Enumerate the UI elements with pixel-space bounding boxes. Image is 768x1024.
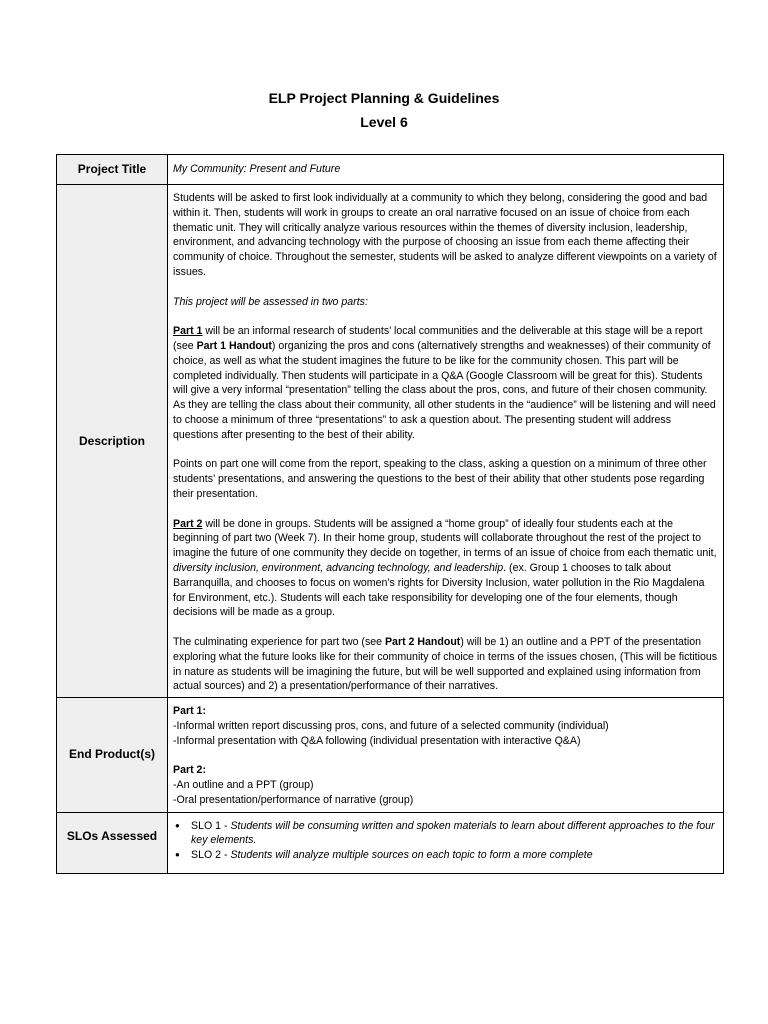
description-label: Description bbox=[57, 185, 168, 698]
part2-paragraph: Part 2 will be done in groups. Students will be assigned a “home group” of ideally four students each at the beginning of part two (Week 7). In their home group, students will collaborate throughout the rest of the project to imagine the future of one community they decide on together, in terms of an issue of choice from each thematic unit, diversity inclusion, environment, advancing technology, and leadership. (ex. Group 1 chooses to talk about Barranquilla, and chooses to focus on women’s rights for Diversity Inclusion, water pollution in the Rio Magdalena for Environment, etc.). Students will each take responsibility for developing one of the four elements, though decisions will be made as a group. bbox=[173, 517, 717, 619]
slo-item: ● SLO 2 - Students will analyze multiple sources on each topic to form a more complete bbox=[173, 848, 718, 863]
end-part2-item: -Oral presentation/performance of narrative (group) bbox=[173, 793, 414, 806]
project-title-label: Project Title bbox=[57, 155, 168, 185]
slos-cell bbox=[168, 812, 724, 873]
end-part1-item: -Informal presentation with Q&A following (individual presentation with interactive Q&A) bbox=[173, 734, 581, 747]
end-part1-item: -Informal written report discussing pros, cons, and future of a selected community (individual) bbox=[173, 719, 609, 732]
end-products-label: End Product(s) bbox=[57, 698, 168, 813]
project-title-row bbox=[57, 155, 724, 185]
part2-handout-ref: Part 2 Handout bbox=[384, 635, 461, 648]
end-products-row bbox=[57, 698, 724, 813]
description-row bbox=[57, 185, 724, 698]
culminating-paragraph: The culminating experience for part two (see Part 2 Handout) will be 1) an outline and a PPT of the presentation exploring what the future looks like for their community of choice in terms of the issues chosen, (This will be fictitious in nature as students will be imagining the future, but will be well supported and explained using information from actual sources) and 2) a presentation/performance of their narratives. bbox=[173, 635, 718, 693]
part1-label: Part 1 bbox=[173, 325, 203, 338]
description-cell bbox=[168, 185, 724, 698]
slo-item: ● SLO 1 - Students will be consuming written and spoken materials to learn about different approaches to the four key elements. bbox=[173, 819, 718, 849]
end-products-cell bbox=[168, 698, 724, 813]
part1-paragraph: Part 1 will be an informal research of students’ local communities and the deliverable at this stage will be a report (see Part 1 Handout) organizing the pros and cons (alternatively strengths and weaknesses) of their community of choice, as well as what the student imagines the future to be like for the community chosen. This part will be completed individually. Then students will participate in a Q&A (Google Classroom will be great for this). Students will give a very informal “presentation” telling the class about the pros, cons, and future of their chosen community. As they are telling the class about their community, all other students in the “audience” will be listening and will need to choose a minimum of three “presentations” to ask a question about. The presenting student will address questions after presenting to the best of their ability. bbox=[173, 325, 716, 441]
end-part1-heading: Part 1: bbox=[173, 705, 206, 718]
assessed-note: This project will be assessed in two parts: bbox=[173, 295, 368, 308]
project-table bbox=[56, 154, 724, 874]
document-level: Level 6 bbox=[360, 114, 408, 130]
part1-handout-ref: Part 1 Handout bbox=[196, 339, 272, 352]
description-intro: Students will be asked to first look individually at a community to which they belong, considering the good and bad within it. Then, students will work in groups to create an oral narrative focused on an issue of choice from each thematic unit. They will critically analyze various resources within the themes of diversity inclusion, leadership, environment, and advancing technology with the purpose of choosing an issue from each theme affecting their community of choice. Throughout the semester, students will be asked to analyze different viewpoints on a variety of issues. bbox=[173, 192, 717, 278]
project-title-value: My Community: Present and Future bbox=[168, 155, 724, 185]
part2-label: Part 2 bbox=[173, 517, 203, 530]
document-title: ELP Project Planning & Guidelines bbox=[268, 90, 500, 106]
points-paragraph: Points on part one will come from the report, speaking to the class, asking a question on a minimum of three other students’ presentations, and answering the questions to the best of their ability that other students pose regarding their presentation. bbox=[173, 458, 707, 500]
end-part2-heading: Part 2: bbox=[173, 764, 206, 777]
slo-list bbox=[173, 819, 718, 863]
thematic-units: diversity inclusion, environment, advancing technology, and leadership bbox=[173, 561, 504, 574]
slos-label: SLOs Assessed bbox=[57, 812, 168, 873]
slos-row bbox=[57, 812, 724, 873]
end-part2-item: -An outline and a PPT (group) bbox=[173, 779, 314, 792]
